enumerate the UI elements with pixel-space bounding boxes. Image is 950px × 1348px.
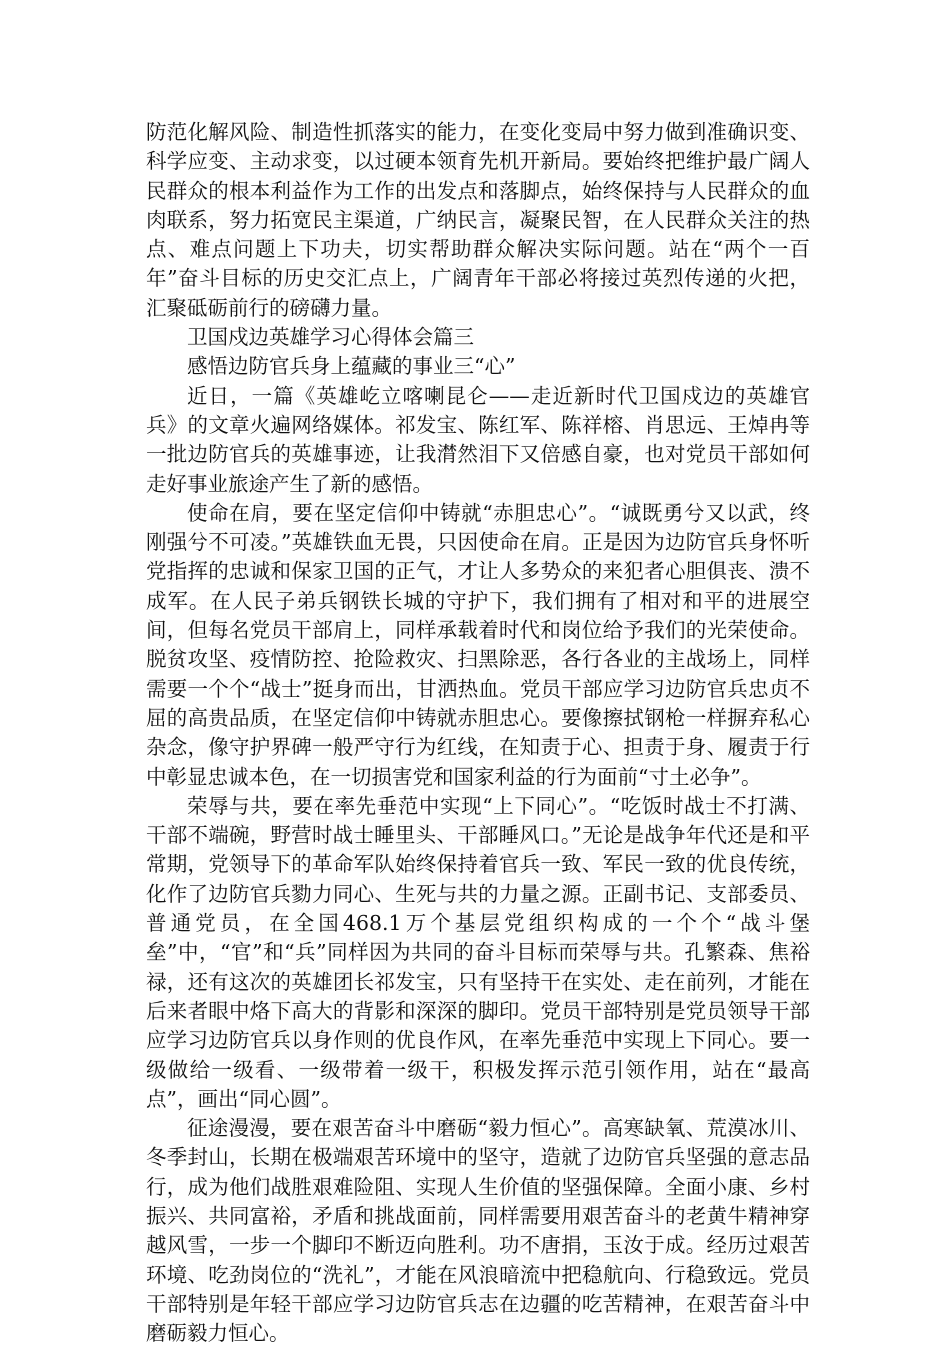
section-subtitle: 感悟边防官兵身上蕴藏的事业三“心” (187, 354, 516, 379)
body-paragraph: 近日，一篇《英雄屹立喀喇昆仑——走近新时代卫国戍边的英雄官兵》的文章火遍网络媒体。祁发宝、陈红军、陈祥榕、肖思远、王焯冉等一批边防官兵的英雄事迹，让我潸然泪下又倍感自豪，也对党员干部如何走好事业旅途产生了新的感悟。 (146, 383, 810, 496)
body-paragraph: 荣辱与共，要在率先垂范中实现“上下同心”。“吃饭时战士不打满、干部不端碗，野营时战士睡里头、干部睡风口。”无论是战争年代还是和平常期，党领导下的革命军队始终保持着官兵一致、军民一致的优良传统，化作了边防官兵勠力同心、生死与共的力量之源。正副书记、支部委员、普通党员，在全国468.1万个基层党组织构成的一个个“战斗堡垒”中，“官”和“兵”同样因为共同的奋斗目标而荣辱与共。孔繁森、焦裕禄，还有这次的英雄团长祁发宝，只有坚持干在实处、走在前列，才能在后来者眼中烙下高大的背影和深深的脚印。党员干部特别是党员领导干部应学习边防官兵以身作则的优良作风，在率先垂范中实现上下同心。要一级做给一级看、一级带着一级干，积极发挥示范引领作用，站在“最高点”，画出“同心圆”。 (146, 793, 810, 1111)
document-page (146, 118, 810, 1348)
continuation-paragraph: 防范化解风险、制造性抓落实的能力，在变化变局中努力做到准确识变、科学应变、主动求变，以过硬本领育先机开新局。要始终把维护最广阔人民群众的根本利益作为工作的出发点和落脚点，始终保持与人民群众的血肉联系，努力拓宽民主渠道，广纳民言，凝聚民智，在人民群众关注的热点、难点问题上下功夫，切实帮助群众解决实际问题。站在“两个一百年”奋斗目标的历史交汇点上，广阔青年干部必将接过英烈传递的火把，汇聚砥砺前行的磅礴力量。 (146, 120, 810, 320)
section-title: 卫国戍边英雄学习心得体会篇三 (187, 325, 474, 350)
body-paragraph: 征途漫漫，要在艰苦奋斗中磨砺“毅力恒心”。高寒缺氧、荒漠冰川、冬季封山，长期在极端艰苦环境中的坚守，造就了边防官兵坚强的意志品行，成为他们战胜艰难险阻、实现人生价值的坚强保障。全面小康、乡村振兴、共同富裕，矛盾和挑战面前，同样需要用艰苦奋斗的老黄牛精神穿越风雪，一步一个脚印不断迈向胜利。功不唐捐，玉汝于成。经历过艰苦环境、吃劲岗位的“洗礼”，才能在风浪暗流中把稳航向、行稳致远。党员干部特别是年轻干部应学习边防官兵志在边疆的吃苦精神，在艰苦奋斗中磨砺毅力恒心。 (146, 1116, 810, 1346)
body-paragraph: 使命在肩，要在坚定信仰中铸就“赤胆忠心”。“诚既勇兮又以武，终刚强兮不可凌。”英雄铁血无畏，只因使命在肩。正是因为边防官兵身怀听党指挥的忠诚和保家卫国的正气，才让人多势众的来犯者心胆俱丧、溃不成军。在人民子弟兵钢铁长城的守护下，我们拥有了相对和平的进展空间，但每名党员干部肩上，同样承载着时代和岗位给予我们的光荣使命。脱贫攻坚、疫情防控、抢险救灾、扫黑除恶，各行各业的主战场上，同样需要一个个“战士”挺身而出，甘洒热血。党员干部应学习边防官兵忠贞不屈的高贵品质，在坚定信仰中铸就赤胆忠心。要像擦拭钢枪一样摒弃私心杂念，像守护界碑一般严守行为红线，在知责于心、担责于身、履责于行中彰显忠诚本色，在一切损害党和国家利益的行为面前“寸土必争”。 (146, 500, 810, 789)
